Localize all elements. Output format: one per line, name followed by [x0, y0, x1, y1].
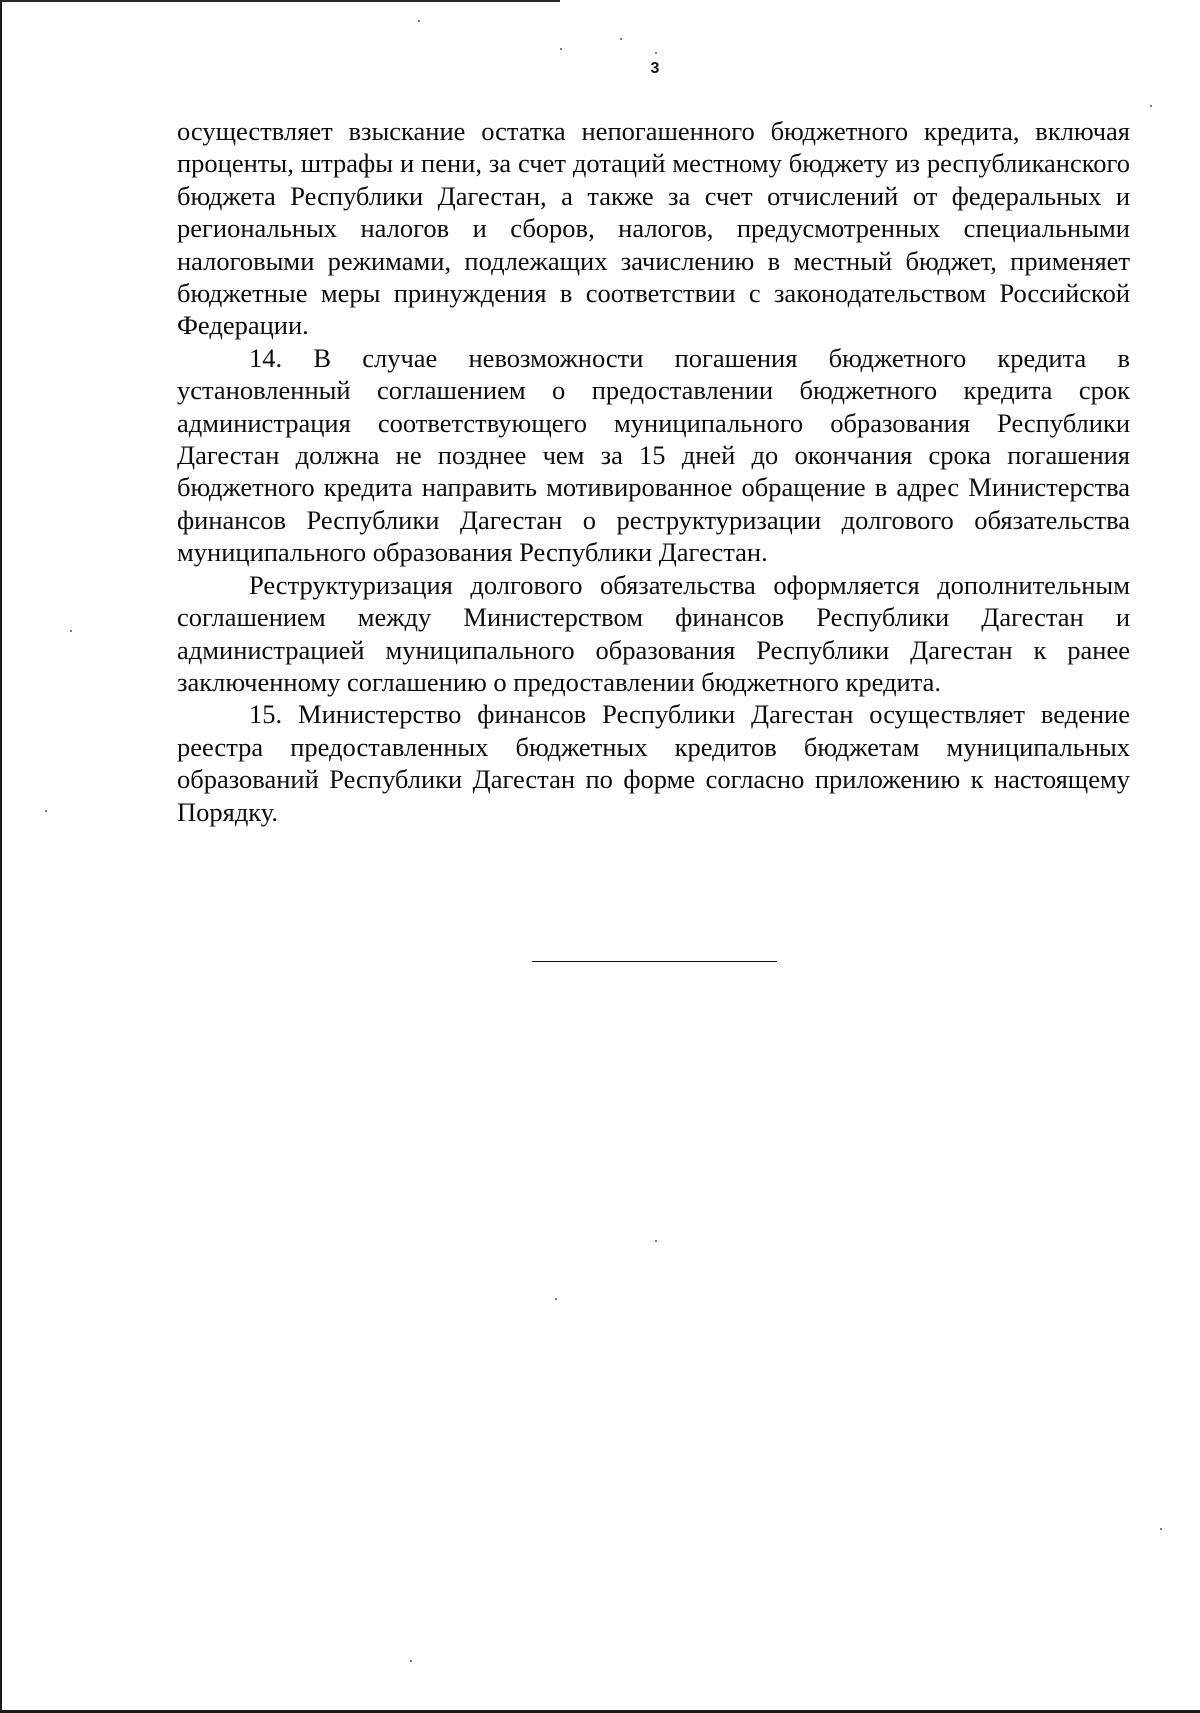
scan-speck — [655, 52, 657, 54]
scan-border-left — [0, 0, 2, 1713]
scan-speck — [1160, 1528, 1162, 1530]
scan-border-top — [0, 0, 560, 2]
scan-speck — [410, 1660, 412, 1662]
end-separator-line — [532, 961, 777, 962]
document-body — [177, 115, 1130, 828]
scan-speck — [555, 1298, 557, 1300]
scan-speck — [418, 20, 420, 22]
scan-speck — [70, 630, 72, 632]
scan-speck — [1150, 105, 1152, 107]
scan-speck — [655, 1240, 657, 1242]
scan-speck — [620, 38, 622, 40]
paragraph-item-14: 14. В случае невозможности погашения бюджетного кредита в установленный соглашением о предоставлении бюджетного кредита срок администрация соответствующего муниципального образования Республики Дагестан должна не позднее чем за 15 дней до окончания срока погашения бюджетного кредита направить мотивированное обращение в адрес Министерства финансов Республики Дагестан о реструктуризации долгового обязательства муниципального образования Республики Дагестан. — [177, 342, 1130, 568]
scan-speck — [560, 48, 562, 50]
paragraph-continuation: осуществляет взыскание остатка непогашенного бюджетного кредита, включая проценты, штрафы и пени, за счет дотаций местному бюджету из республиканского бюджета Республики Дагестан, а также за счет отчислений от федеральных и региональных налогов и сборов, налогов, предусмотренных специальными налоговыми режимами, подлежащих зачислению в местный бюджет, применяет бюджетные меры принуждения в соответствии с законодательством Российской Федерации. — [177, 116, 1130, 341]
page-number: 3 — [650, 60, 660, 77]
paragraph-item-15: 15. Министерство финансов Республики Дагестан осуществляет ведение реестра предоставленных бюджетных кредитов бюджетам муниципальных образований Республики Дагестан по форме согласно приложению к настоящему Порядку. — [177, 699, 1130, 827]
paragraph-restructuring: Реструктуризация долгового обязательства оформляется дополнительным соглашением между Министерством финансов Республики Дагестан и администрацией муниципального образования Республики Дагестан к ранее заключенному соглашению о предоставлении бюджетного кредита. — [177, 569, 1130, 697]
scan-speck — [45, 810, 47, 812]
